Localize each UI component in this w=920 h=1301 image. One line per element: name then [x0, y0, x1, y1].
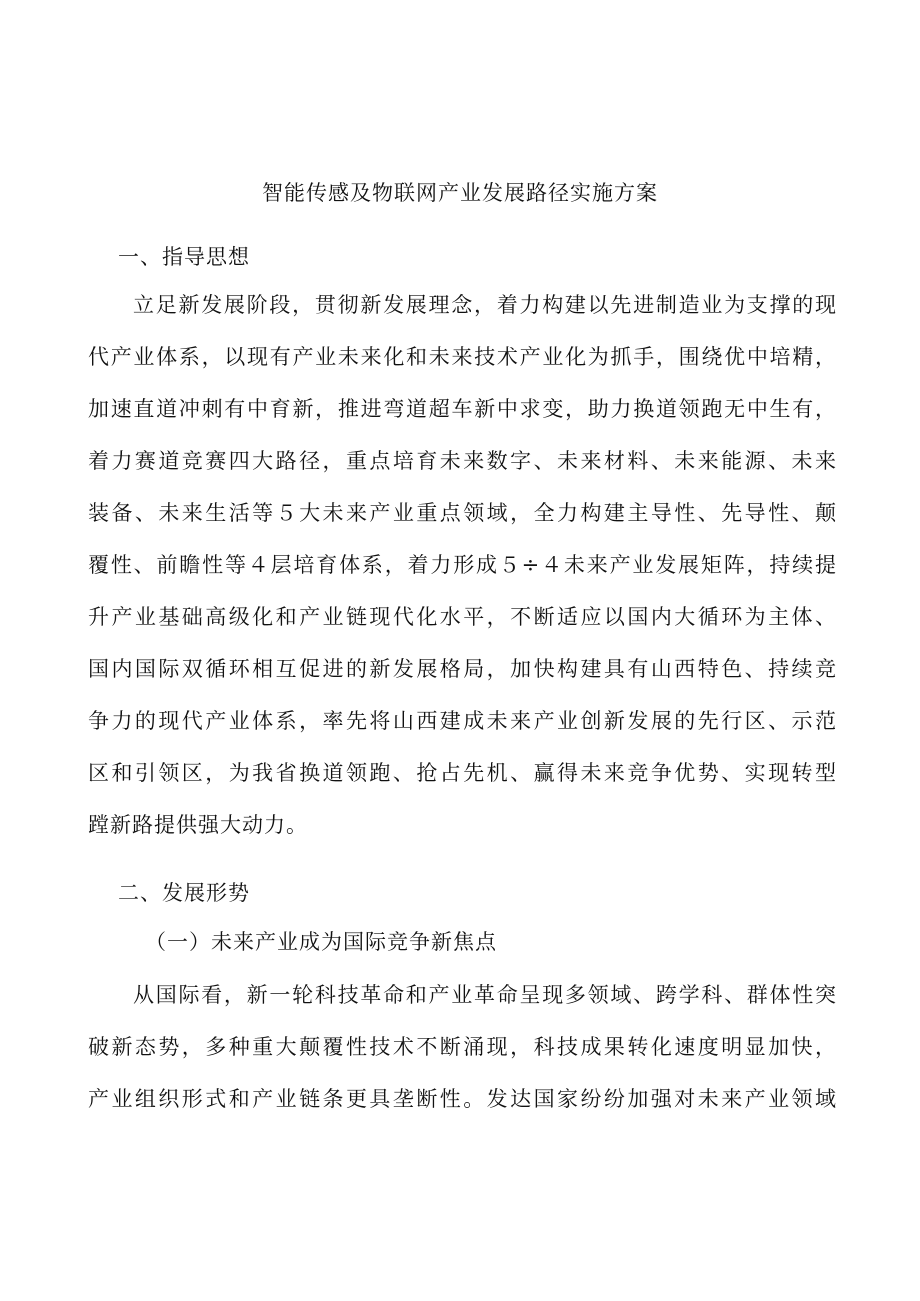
paragraph-line: 加速直道冲刺有中育新，推进弯道超车新中求变，助力换道领跑无中生有， [88, 397, 836, 421]
paragraph-line: 争力的现代产业体系，率先将山西建成未来产业创新发展的先行区、示范 [88, 709, 836, 733]
paragraph-line: 产业组织形式和产业链条更具垄断性。发达国家纷纷加强对未来产业领域 [88, 1087, 836, 1111]
section-heading-guiding-ideology: 一、指导思想 [118, 245, 250, 269]
subsection-heading-future-industry-focus: （一）未来产业成为国际竞争新焦点 [145, 930, 497, 954]
paragraph-line: 立足新发展阶段，贯彻新发展理念，着力构建以先进制造业为支撑的现 [133, 293, 836, 317]
paragraph-line: 代产业体系，以现有产业未来化和未来技术产业化为抓手，围绕优中培精， [88, 345, 836, 369]
section-heading-development-situation: 二、发展形势 [118, 881, 250, 905]
paragraph-line: 区和引领区，为我省换道领跑、抢占先机、赢得未来竞争优势、实现转型 [88, 761, 836, 785]
paragraph-line: 着力赛道竞赛四大路径，重点培育未来数字、未来材料、未来能源、未来 [88, 449, 836, 473]
paragraph-line: 装备、未来生活等５大未来产业重点领域，全力构建主导性、先导性、颠 [88, 501, 836, 525]
paragraph-line: 覆性、前瞻性等４层培育体系，着力形成５÷４未来产业发展矩阵，持续提 [88, 553, 836, 577]
paragraph-line: 国内国际双循环相互促进的新发展格局，加快构建具有山西特色、持续竞 [88, 657, 836, 681]
paragraph-line: 从国际看，新一轮科技革命和产业革命呈现多领域、跨学科、群体性突 [133, 983, 836, 1007]
paragraph-line: 蹚新路提供强大动力。 [88, 813, 308, 837]
paragraph-line: 升产业基础高级化和产业链现代化水平，不断适应以国内大循环为主体、 [88, 605, 836, 629]
paragraph-line: 破新态势，多种重大颠覆性技术不断涌现，科技成果转化速度明显加快， [88, 1035, 836, 1059]
document-title: 智能传感及物联网产业发展路径实施方案 [262, 181, 658, 205]
